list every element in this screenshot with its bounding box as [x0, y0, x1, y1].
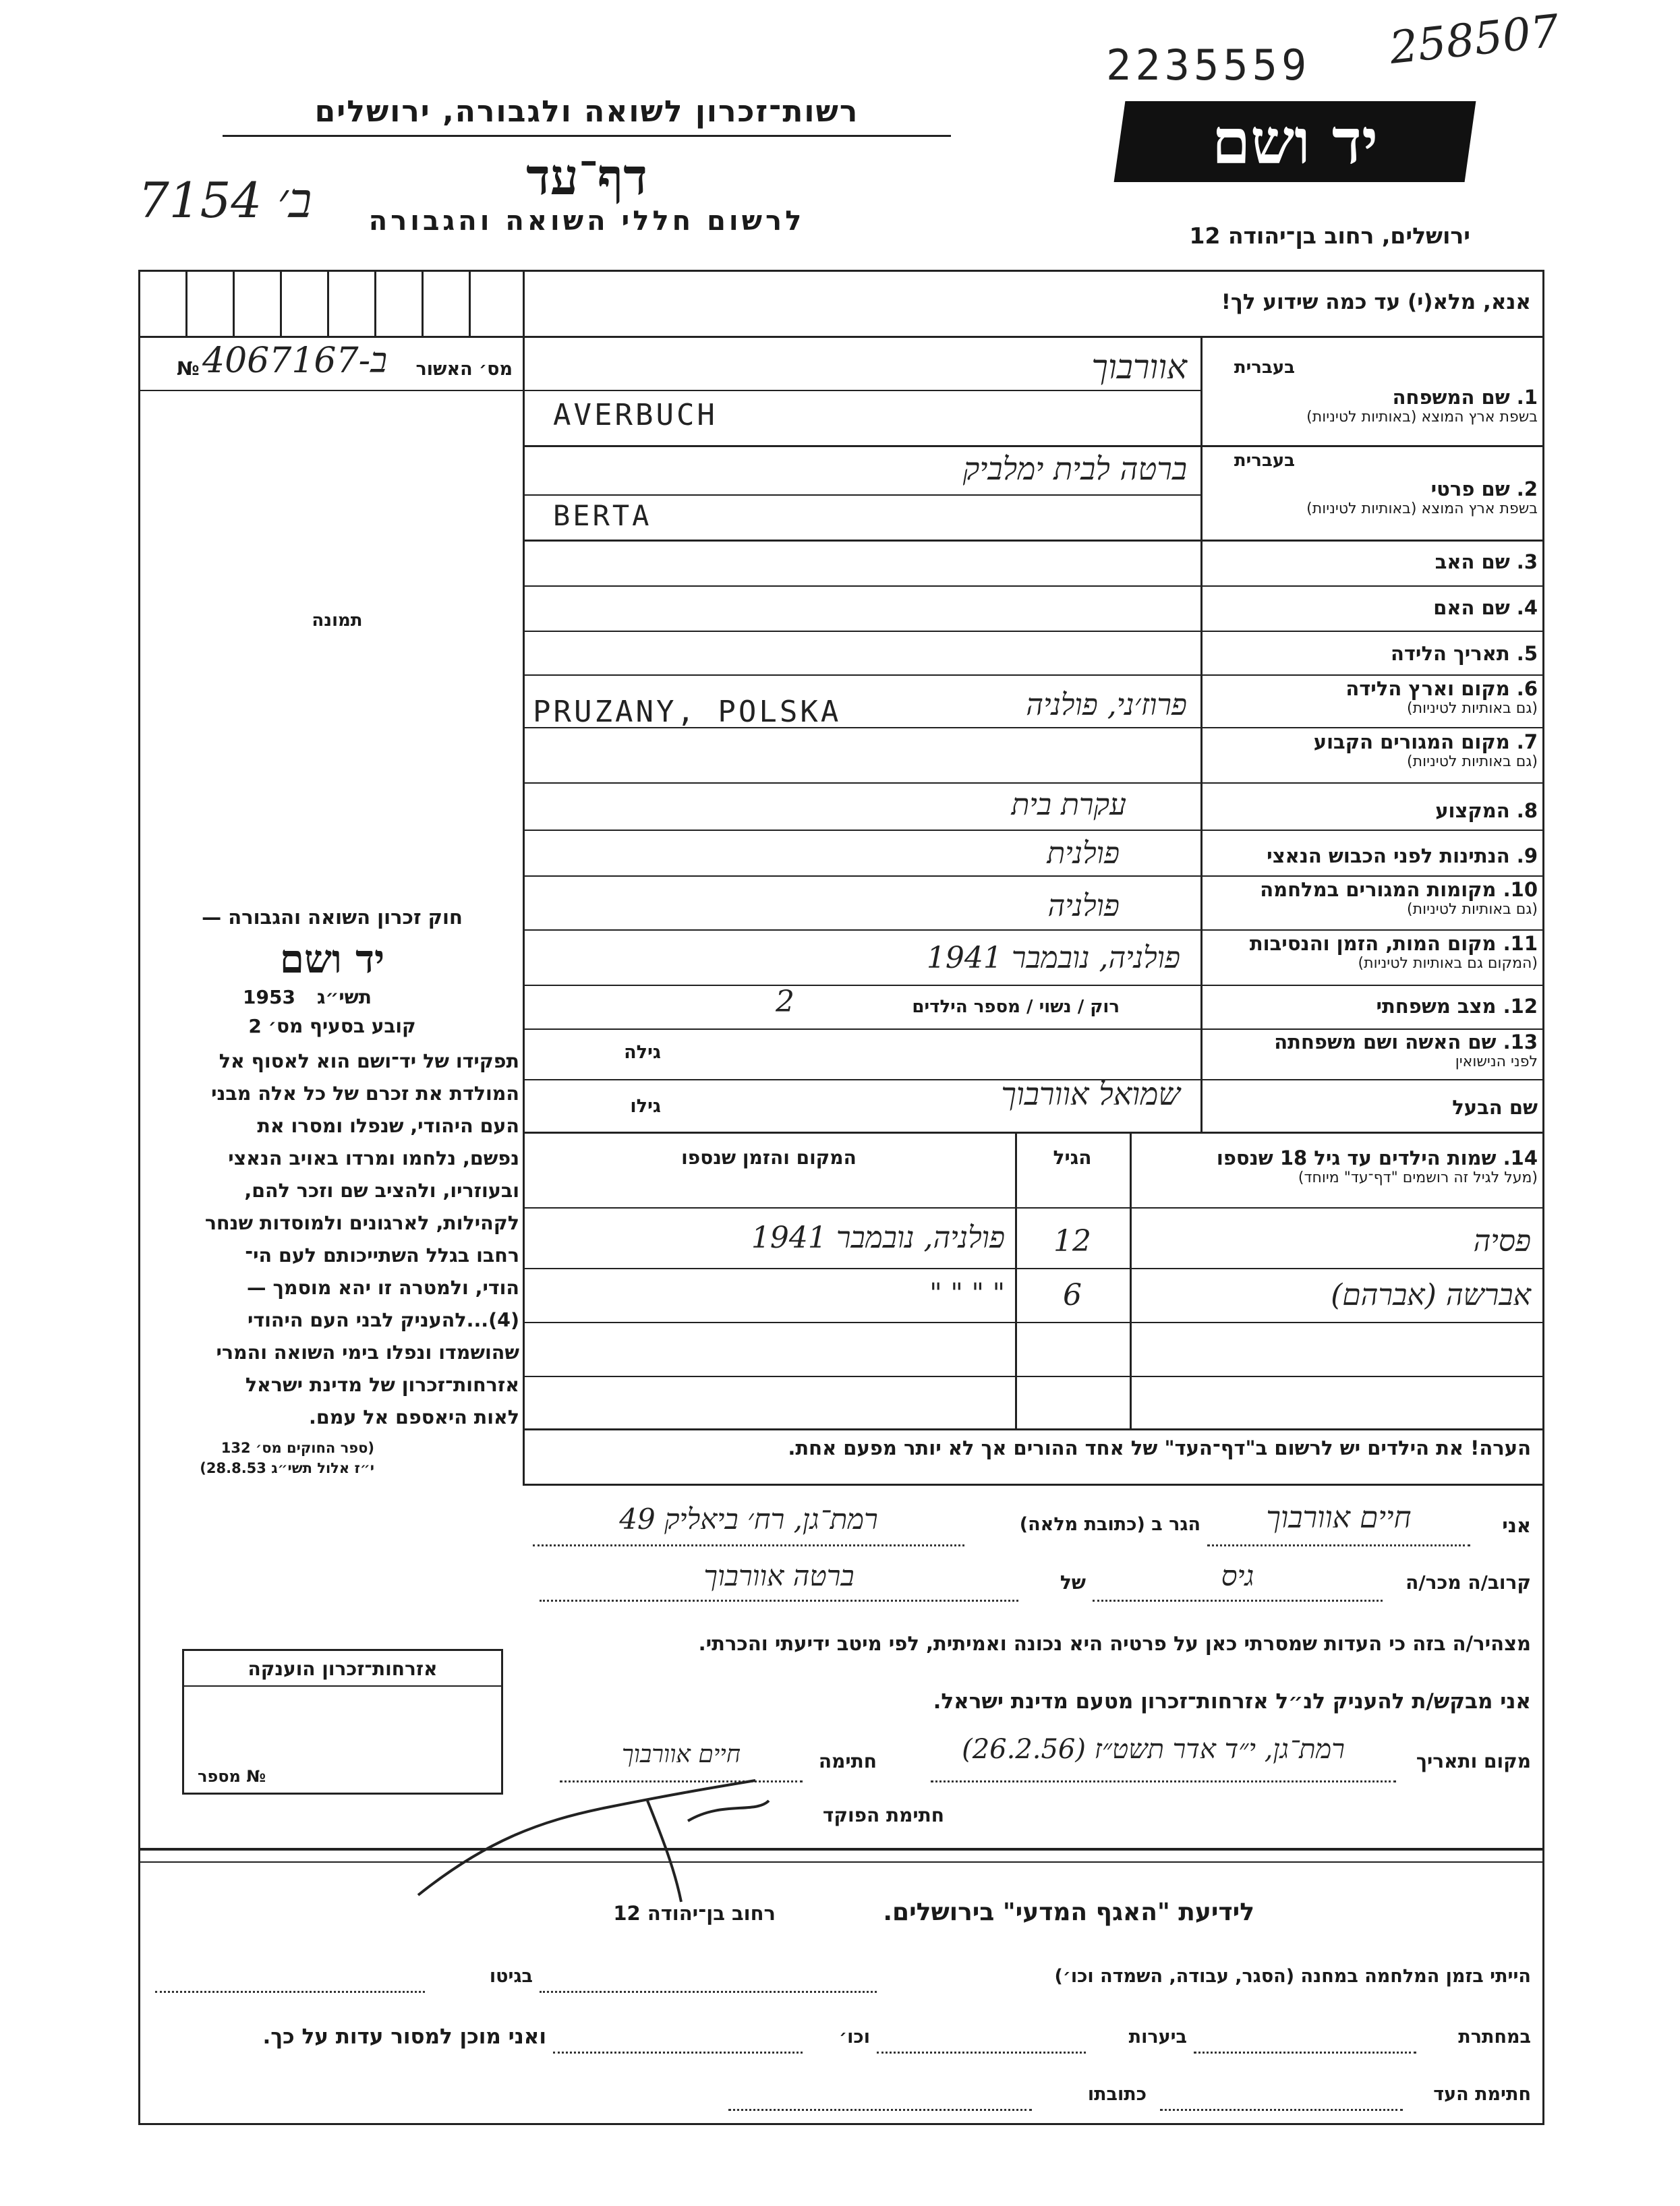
- footer-address: רחוב בן־יהודה 12: [613, 1902, 776, 1925]
- archive-number: 2235559: [1106, 40, 1311, 90]
- photo-label: תמונה: [312, 610, 363, 631]
- row-line: [523, 830, 1544, 831]
- fill-request: אנא, מלא(י) עד כמה שידוע לך!: [1221, 290, 1531, 314]
- tick-4: [327, 270, 329, 336]
- in-hebrew-label-2: בעברית: [1234, 451, 1295, 471]
- place-date-value: רמת־גן, י״ד אדר תשט״ז (26.2.56): [962, 1734, 1345, 1765]
- field-4-label: 4. שם האם: [1433, 596, 1538, 619]
- footer-line1-camp: הייתי בזמן המלחמה במחנה (הסגר, עבודה, השמדה וכו׳): [1054, 1966, 1531, 1987]
- law-year-heb: תשי״ג: [317, 986, 372, 1008]
- child-1-name: פסיה: [1473, 1224, 1531, 1258]
- law-name: יד ושם: [279, 936, 385, 982]
- row-line: [523, 540, 1544, 542]
- field-2-label: [1207, 477, 1538, 517]
- law-year: 1953: [243, 986, 295, 1008]
- law-line: ובעוזריו, ולהציב שם וזכר להם,: [244, 1180, 519, 1202]
- law-reference-2: י״ז אלול תשי״ג 28.8.53): [200, 1460, 374, 1476]
- tick-7: [469, 270, 471, 336]
- field-1-label: [1207, 386, 1538, 426]
- row-line: [523, 390, 1200, 391]
- children-header-line: [523, 1207, 1544, 1209]
- footer-underground: במחתרת: [1458, 2027, 1531, 2048]
- law-line: העם היהודי, שנפלו ומסרו את: [257, 1115, 519, 1137]
- husband-value: שמואל אוורבוך: [1001, 1076, 1180, 1112]
- labels-divider: [1200, 336, 1203, 1132]
- husband-label: שם הבעל: [1452, 1096, 1538, 1119]
- footer-line1-ghetto: בגיטו: [489, 1966, 533, 1987]
- footer-witness-sig: חתימת העד: [1433, 2084, 1531, 2105]
- children-row-line: [523, 1376, 1544, 1377]
- declaration-ani: אני: [1502, 1514, 1531, 1537]
- law-text: [142, 1045, 519, 1434]
- child-1-place: פולניה, נובמבר 1941: [751, 1221, 1005, 1255]
- footer-forests-line: [877, 2052, 1086, 2054]
- relation-line: [1093, 1600, 1383, 1602]
- wife-age-label: גילה: [624, 1042, 661, 1063]
- footer-camp-line: [540, 1991, 877, 1993]
- law-line: המולדת את זכרם של כל אלה מבני: [211, 1082, 519, 1105]
- footer-address-line: [728, 2109, 1032, 2111]
- declaration-request: אני מבקש/ת להעניק לנ״ל אזרחות־זכרון מטעם מדינת ישראל.: [933, 1689, 1531, 1714]
- logo-text: יד ושם: [1211, 105, 1379, 178]
- place-date-label: מקום ותאריך: [1416, 1750, 1531, 1772]
- field-7-sub: (גם באותיות לטיניות): [1407, 753, 1538, 770]
- tick-3: [280, 270, 282, 336]
- note-line: [523, 1484, 1544, 1486]
- official-signature-label: חתימת הפוקד: [822, 1804, 944, 1826]
- footer-etc-line: [553, 2052, 803, 2054]
- request-line: [523, 336, 1544, 338]
- row-line: [523, 782, 1544, 784]
- child-1-age: 12: [1053, 1224, 1091, 1258]
- tick-5: [374, 270, 376, 336]
- law-line: שהושמדו ונפלו בימי השואה והמרי: [216, 1341, 519, 1364]
- col-place-header: המקום והזמן שנספו: [681, 1146, 857, 1169]
- signature-value: חיים אוורבוך: [621, 1741, 741, 1768]
- col-age-header: הגיל: [1053, 1146, 1092, 1169]
- field-9-label: 9. הנתינות לפני הכבוש הנאצי: [1267, 844, 1538, 867]
- field-13-label: [1207, 1031, 1538, 1070]
- cert-row-line: [138, 390, 523, 391]
- tick-box-bottom: [138, 336, 523, 338]
- tick-2: [233, 270, 235, 336]
- field-11-label: [1207, 932, 1538, 972]
- citizenship-box-title: אזרחות־זכרון הוענקה: [184, 1651, 501, 1687]
- field-7-title: 7. מקום המגורים הקבוע: [1313, 730, 1538, 753]
- field-10-label: [1207, 878, 1538, 918]
- field-3-label: 3. שם האב: [1435, 550, 1538, 573]
- field-6-hebrew-value: פרוז׳ני, פולניה: [1026, 688, 1187, 722]
- citizenship-box-number: № מספר: [198, 1767, 266, 1786]
- law-line: לאות היאספם אל עמם.: [309, 1406, 519, 1428]
- law-line: הודי, ולמטרה זו יהא מוסמך —: [247, 1277, 519, 1299]
- signature-label: חתימה: [818, 1750, 877, 1772]
- field-1-sub: בשפת ארץ המוצא (באותיות לטיניות): [1306, 409, 1538, 426]
- yad-vashem-logo: [1114, 101, 1476, 182]
- footer-divider-2: [138, 1861, 1544, 1863]
- row-line: [523, 985, 1544, 986]
- child-2-age: 6: [1063, 1278, 1082, 1312]
- resides-label: הגר ב (כתובת מלאה): [1019, 1514, 1200, 1535]
- citizenship-box: [182, 1649, 503, 1795]
- field-2-title: 2. שם פרטי: [1430, 477, 1538, 500]
- field-8-value: עקרת בית: [1011, 788, 1126, 822]
- law-line: תפקידו של יד־ושם הוא לאסוף אל: [219, 1050, 519, 1072]
- row-line: [523, 445, 1544, 447]
- law-line: (4)...להעניק לבני העם היהודי: [247, 1309, 519, 1331]
- field-14-label: [1140, 1146, 1538, 1186]
- left-panel-divider: [523, 270, 525, 1484]
- field-2-hebrew-value: ברטה לבית ימלביק: [962, 451, 1187, 487]
- field-6-sub: (גם באותיות לטיניות): [1407, 700, 1538, 717]
- form-reference: 7154 ב׳: [138, 172, 312, 229]
- handwritten-number: 258507: [1387, 5, 1562, 74]
- field-10-value: פולניה: [1047, 889, 1120, 923]
- cert-number-symbol: №: [177, 357, 200, 380]
- footer-title: לידיעת "האגף המדעי" בירושלים.: [883, 1898, 1254, 1926]
- row-line: [523, 1028, 1544, 1030]
- row-line: [523, 674, 1544, 676]
- place-date-line: [931, 1780, 1396, 1782]
- field-6-latin-value: PRUZANY, POLSKA: [533, 695, 842, 729]
- frame-left: [138, 270, 140, 2124]
- frame-top: [138, 270, 1544, 272]
- relative-of-line: [540, 1600, 1018, 1602]
- footer-etc: וכו׳: [839, 2027, 870, 2048]
- law-title: חוק זכרון השואה והגבורה —: [202, 906, 463, 929]
- cert-number-label: מס׳ האשור: [415, 359, 513, 380]
- field-1-hebrew-value: אוורבוך: [1091, 347, 1187, 386]
- header-address: ירושלים, רחוב בן־יהודה 12: [1189, 223, 1470, 249]
- of-label: של: [1060, 1571, 1086, 1594]
- relative-label: קרוב/ה מכר/ה: [1406, 1571, 1531, 1594]
- field-2-sub: בשפת ארץ המוצא (באותיות לטיניות): [1306, 500, 1538, 517]
- address-line: [533, 1544, 964, 1546]
- row-line: [523, 631, 1544, 632]
- declarer-name-line: [1207, 1544, 1470, 1546]
- field-11-sub: (המקום גם באותיות לטיניות): [1358, 955, 1538, 972]
- footer-divider: [138, 1848, 1544, 1851]
- row-line: [523, 875, 1544, 877]
- children-row-line: [523, 1268, 1544, 1269]
- children-table-bottom: [523, 1428, 1544, 1430]
- tick-1: [185, 270, 187, 336]
- field-13-title: 13. שם האשה ושם משפחתה: [1274, 1031, 1538, 1053]
- children-row-line: [523, 1322, 1544, 1323]
- authority-name: רשות־זכרון לשואה ולגבורה, ירושלים: [314, 94, 859, 129]
- field-14-sub: (מעל לגיל זה רושמים "דף־עד" מיוחד): [1298, 1169, 1538, 1186]
- relative-of-value: ברטה אוורבוך: [703, 1559, 855, 1592]
- in-hebrew-label: בעברית: [1234, 357, 1295, 378]
- form-subtitle: לרשום חללי השואה והגבורה: [368, 206, 805, 237]
- field-12-children-count: 2: [776, 985, 794, 1019]
- row-line: [523, 585, 1544, 587]
- form-title: דף־עד: [526, 148, 647, 206]
- field-1-latin-value: AVERBUCH: [553, 398, 718, 432]
- field-12-value: רוק / נשוי / מספר הילדים: [912, 997, 1120, 1017]
- field-12-label: 12. מצב משפחתי: [1376, 995, 1538, 1018]
- footer-ready-testify: ואני מוכן למסור עדות על כך.: [262, 2025, 546, 2049]
- tick-6: [422, 270, 424, 336]
- row-line: [523, 494, 1200, 496]
- footer-underground-line: [1194, 2052, 1416, 2054]
- frame-right: [1542, 270, 1544, 2124]
- field-9-value: פולנית: [1047, 836, 1120, 871]
- field-6-label: [1207, 677, 1538, 717]
- law-line: אזרחות־זכרון של מדינת ישראל: [245, 1374, 519, 1396]
- field-11-value: פולניה, נובמבר 1941: [926, 941, 1180, 975]
- footer-ghetto-line: [155, 1991, 425, 1993]
- frame-bottom: [138, 2123, 1544, 2125]
- field-14-title: 14. שמות הילדים עד גיל 18 שנספו: [1216, 1146, 1538, 1169]
- relation-value: גיס: [1221, 1559, 1254, 1592]
- declarer-address: רמת־גן, רח׳ ביאליק 49: [619, 1503, 878, 1536]
- child-2-name: אברשה (אברהם): [1331, 1278, 1531, 1312]
- row-line: [523, 929, 1544, 931]
- footer-witness-line: [1160, 2109, 1403, 2111]
- law-section: קובע בסעיף מס׳ 2: [248, 1015, 416, 1037]
- husband-age-label: גילו: [630, 1096, 661, 1117]
- cert-number-value: 4067167-ב: [202, 341, 388, 381]
- field-2-latin-value: BERTA: [553, 499, 652, 532]
- declarer-name: חיים אוורבוך: [1266, 1501, 1412, 1535]
- field-8-label: 8. המקצוע: [1435, 799, 1538, 822]
- child-2-place: " " " ": [929, 1278, 1005, 1309]
- footer-forests: ביערות: [1128, 2027, 1187, 2048]
- children-col-divider-1: [1130, 1132, 1132, 1428]
- field-10-sub: (גם באותיות לטיניות): [1407, 901, 1538, 918]
- field-5-label: 5. תאריך הלידה: [1390, 642, 1538, 665]
- field-1-title: 1. שם המשפחה: [1392, 386, 1538, 409]
- field-13-sub: לפני הנישואין: [1455, 1053, 1538, 1070]
- field-6-title: 6. מקום וארץ הלידה: [1345, 677, 1538, 700]
- authority-underline: [223, 135, 951, 137]
- law-reference-1: (ספר החוקים מס׳ 132: [221, 1440, 374, 1456]
- declaration-statement: מצהיר/ה בזה כי העדות שמסרתי כאן על פרטיה היא נכונה ואמיתית, לפי מיטב ידיעתי והכרתי.: [698, 1632, 1531, 1655]
- field-11-title: 11. מקום המות, הזמן והנסיבות: [1249, 932, 1538, 955]
- law-line: לקהילות, לארגונים ולמוסדות שנחר: [204, 1212, 519, 1234]
- children-note: הערה! את הילדים יש לרשום ב"דף־העד" של אחד ההורים אך לא יותר מפעם אחת.: [788, 1436, 1531, 1459]
- row-line: [523, 1132, 1544, 1134]
- law-line: רחבו בגלל השתייכותם לעם הי־: [245, 1244, 519, 1267]
- law-line: נפשם, נלחמו ומרדו באויב הנאצי: [228, 1147, 519, 1169]
- field-10-title: 10. מקומות המגורים במלחמה: [1260, 878, 1538, 901]
- footer-his-address: כתובתו: [1087, 2084, 1147, 2105]
- field-7-label: [1207, 730, 1538, 770]
